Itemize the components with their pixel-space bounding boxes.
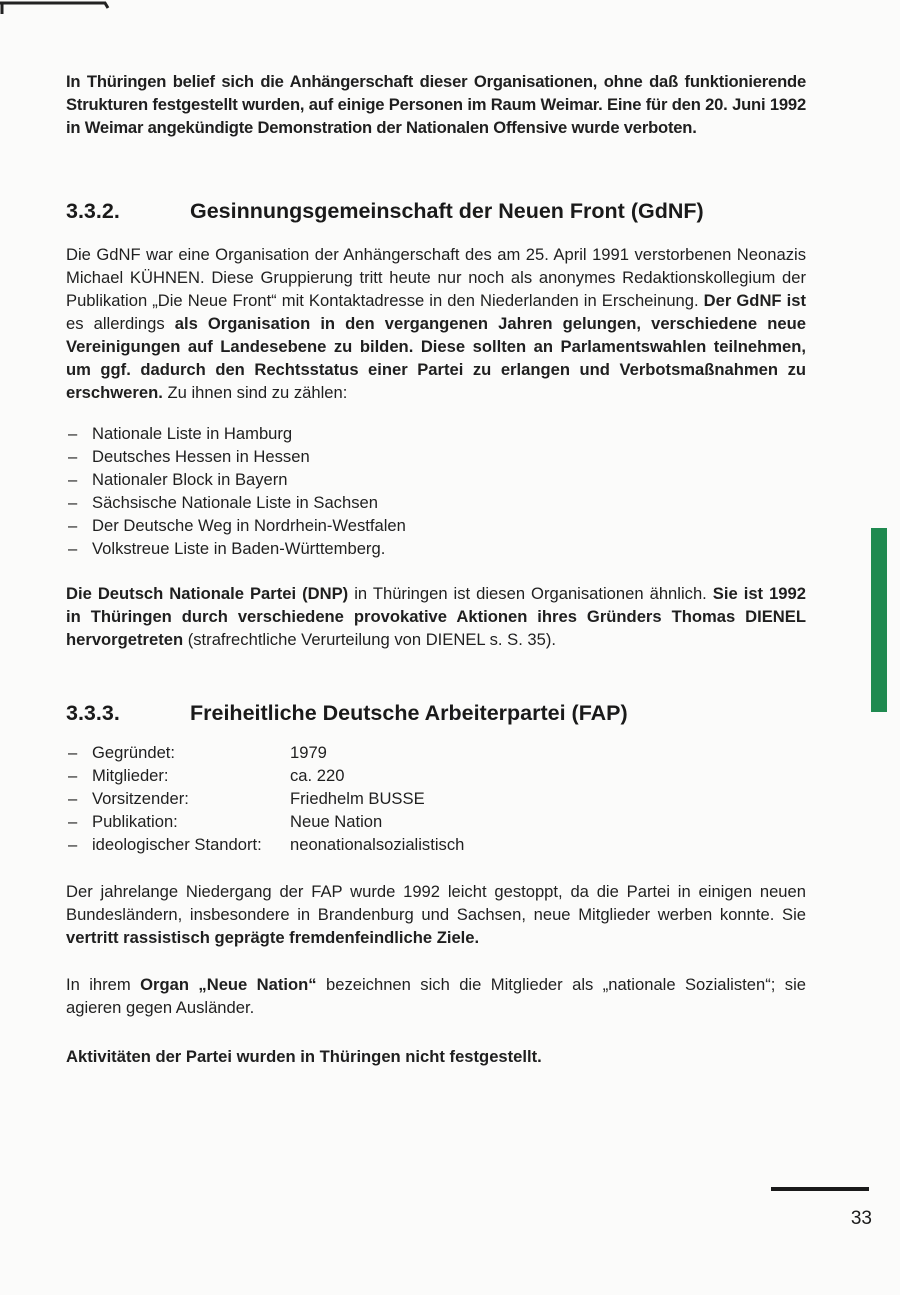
dash-marker: – [68,835,78,854]
bold-run: Organ „Neue Nation“ [140,975,317,994]
bold-run: Die Deutsch Nationale Partei (DNP) [66,584,349,603]
text-run: In ihrem [66,975,141,994]
fap-paragraph [66,880,806,949]
fap-facts-list [66,741,806,856]
fact-row [66,833,806,856]
list-item [66,422,806,445]
fact-row [66,787,806,810]
dash-marker: – [68,766,78,785]
text-run: (strafrechtliche Verurteilung von DIENEL s. S. 35). [183,630,557,649]
fact-key: ideologischer Standort: [92,835,262,854]
list-item [66,445,806,468]
bold-run: vertritt rassistisch geprägte fremdenfeindliche Ziele. [66,928,480,947]
fact-key: Mitglieder: [92,766,169,785]
list-item-text: Nationaler Block in Bayern [92,470,288,489]
text-run: in Thüringen ist diesen Organisationen ähnlich. [348,584,713,603]
bold-run: als Organisation in den vergangenen Jahren gelungen, verschiedene neue Vereinigungen auf Landesebene zu bilden. Diese sollten an Parlamentswahlen teilnehmen, um ggf. dadurch den Rechtsstatus einer Partei zu erlangen und Verbotsmaßnahmen zu erschweren. [66,314,806,402]
intro-paragraph: In Thüringen belief sich die Anhängerschaft dieser Organisationen, ohne daß funktionierende Strukturen festgestellt wurden, auf einige Personen im Raum Weimar. Eine für den 20. Juni 1992 in Weimar angekündigte Demonstration der Nationalen Offensive wurde verboten. [66,72,806,137]
dash-marker: – [68,470,78,489]
dash-marker: – [68,424,78,443]
fact-value: Friedhelm BUSSE [290,789,425,808]
text-run: bezeichnen sich die Mitglieder als „nationale Sozialisten“; sie agieren gegen Ausländer. [66,975,806,1017]
fact-key: Gegründet: [92,743,176,762]
dash-marker: – [68,539,78,558]
list-item [66,514,806,537]
dash-marker: – [68,516,78,535]
dash-marker: – [68,812,78,831]
fact-value: Neue Nation [290,812,383,831]
activity-statement: Aktivitäten der Partei wurden in Thüringen nicht festgestellt. [66,1047,542,1066]
text-run: Die GdNF war eine Organisation der Anhängerschaft des am 25. April 1991 verstorbenen Neonazis Michael KÜHNEN. Diese Gruppierung tritt heute nur noch als anonymes Redaktionskollegium der Publikation „Die Neue Front“ mit Kontaktadresse in den Niederlanden in Erscheinung. [66,245,806,310]
list-item [66,537,806,560]
page-content [66,70,806,1068]
dnp-paragraph [66,582,806,651]
list-item-text: Volkstreue Liste in Baden-Württemberg. [92,539,386,558]
fact-row [66,741,806,764]
fact-row [66,810,806,833]
text-run: Der jahrelange Niedergang der FAP wurde 1992 leicht gestoppt, da die Partei in einigen neuen Bundesländern, insbesondere in Brandenburg und Sachsen, neue Mitglieder werben konnte. Sie [66,882,806,924]
section-title: Freiheitliche Deutsche Arbeiterpartei (FAP) [190,701,628,725]
bold-run: Sie ist 1992 in Thüringen durch verschiedene provokative Aktionen ihres Gründers Thomas DIENEL hervorgetreten [66,584,806,649]
page-number: 33 [850,1208,872,1229]
dash-marker: – [68,447,78,466]
bold-run: Der GdNF ist [703,291,806,310]
list-item [66,491,806,514]
organ-paragraph [66,973,806,1019]
organisation-list [66,422,806,560]
dash-marker: – [68,743,78,762]
list-item-text: Der Deutsche Weg in Nordrhein-Westfalen [92,516,406,535]
gdnf-paragraph [66,243,806,404]
section-number: 3.3.2. [66,199,120,223]
section-heading-333 [66,699,806,727]
dash-marker: – [68,493,78,512]
text-run: es allerdings [66,314,175,333]
list-item [66,468,806,491]
fact-key: Vorsitzender: [92,789,189,808]
scan-corner-mark [0,0,110,14]
fact-value: 1979 [290,743,327,762]
section-heading-332 [66,197,806,225]
fact-row [66,764,806,787]
fact-value: neonationalsozialistisch [290,835,465,854]
section-number: 3.3.3. [66,701,120,725]
list-item-text: Sächsische Nationale Liste in Sachsen [92,493,378,512]
text-run: Zu ihnen sind zu zählen: [162,383,348,402]
list-item-text: Deutsches Hessen in Hessen [92,447,310,466]
fact-value: ca. 220 [290,766,345,785]
list-item-text: Nationale Liste in Hamburg [92,424,293,443]
dash-marker: – [68,789,78,808]
footer-rule [771,1187,869,1191]
section-title: Gesinnungsgemeinschaft der Neuen Front (GdNF) [190,199,704,223]
fact-key: Publikation: [92,812,178,831]
green-edge-tab [871,528,887,712]
